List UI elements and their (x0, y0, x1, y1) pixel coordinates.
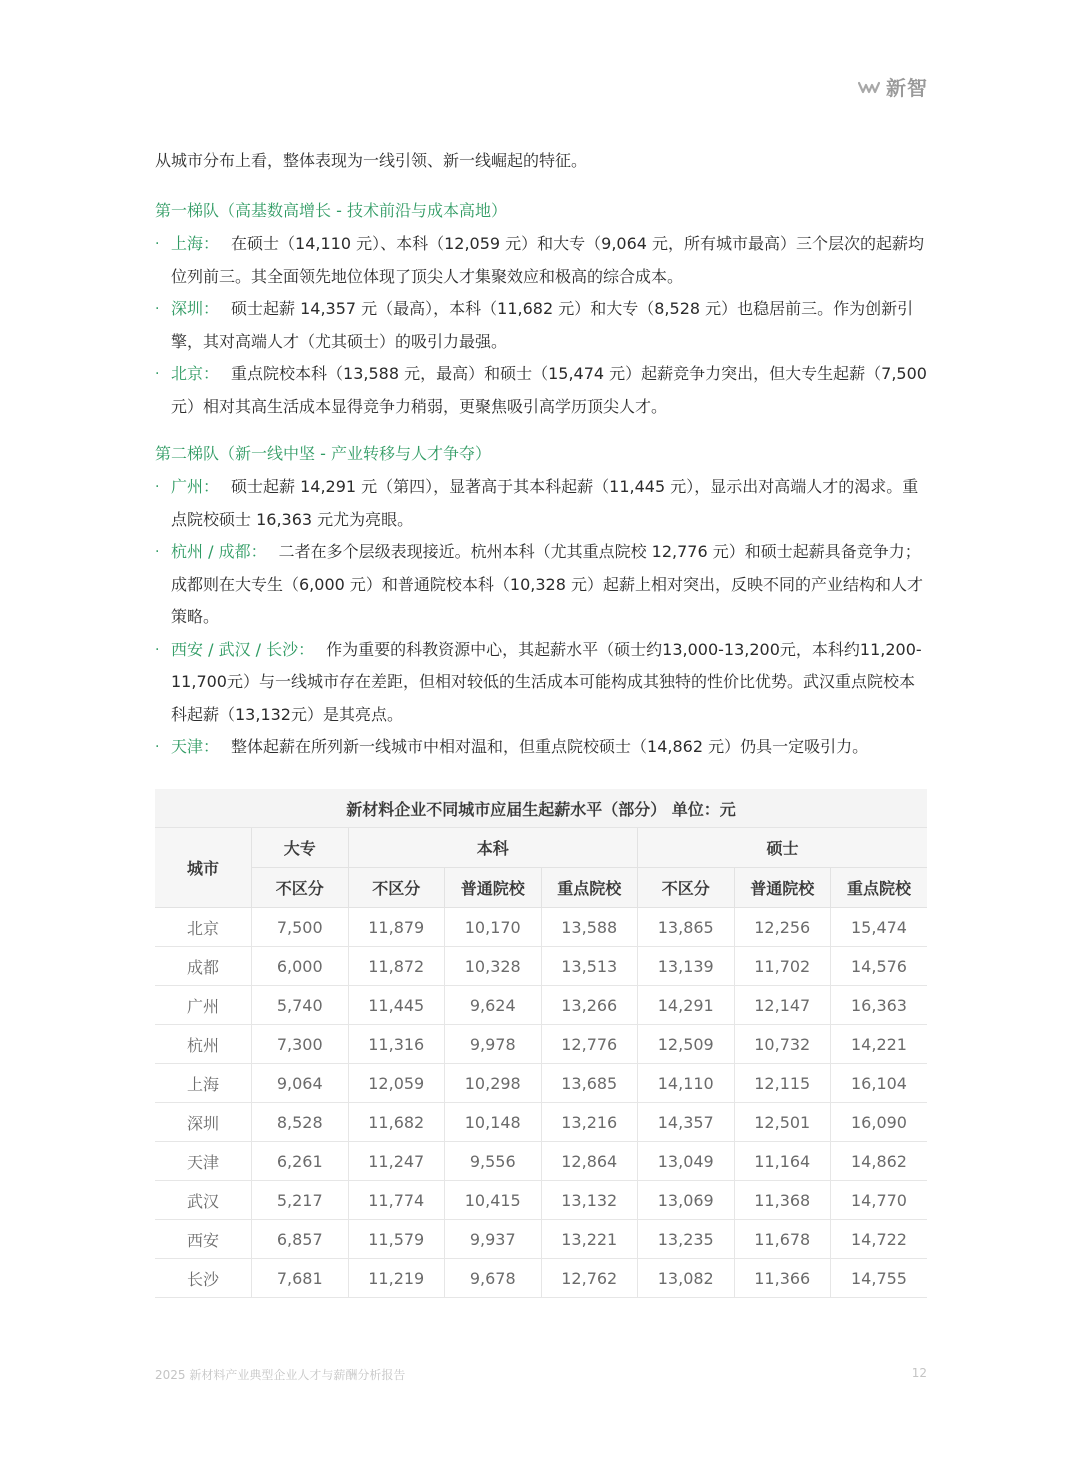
table-row (155, 908, 927, 947)
salary-cell: 16,090 (831, 1103, 928, 1142)
group-header-bachelor: 本科 (348, 828, 638, 868)
salary-cell: 15,474 (831, 908, 928, 947)
salary-cell: 10,170 (445, 908, 542, 947)
city-cell: 上海 (155, 1064, 252, 1103)
city-label: 西安 / 武汉 / 长沙： (171, 639, 315, 659)
salary-cell: 10,148 (445, 1103, 542, 1142)
tier1-section (155, 196, 927, 423)
city-cell: 天津 (155, 1142, 252, 1181)
bullet-dot: · (155, 641, 160, 658)
item-text: 作为重要的科教资源中心，其起薪水平（硕士约13,000-13,200元，本科约11,200-11,700元）与一线城市存在差距，但相对较低的生活成本可能构成其独特的性价比优势。武汉重点院校本科起薪（13,132元）是其亮点。 (171, 639, 922, 724)
salary-cell: 7,500 (252, 908, 349, 947)
salary-cell: 14,291 (638, 986, 735, 1025)
salary-cell: 12,501 (734, 1103, 831, 1142)
bullet-dot: · (155, 544, 160, 560)
list-item (155, 471, 927, 536)
city-cell: 武汉 (155, 1181, 252, 1220)
table-row (155, 1220, 927, 1259)
salary-cell: 7,681 (252, 1259, 349, 1298)
salary-cell: 11,247 (348, 1142, 445, 1181)
table-row (155, 1142, 927, 1181)
salary-cell: 14,770 (831, 1181, 928, 1220)
salary-cell: 11,164 (734, 1142, 831, 1181)
city-label: 天津： (171, 737, 220, 756)
salary-cell: 9,937 (445, 1220, 542, 1259)
salary-cell: 5,740 (252, 986, 349, 1025)
salary-cell: 12,059 (348, 1064, 445, 1103)
list-item (155, 634, 927, 732)
salary-cell: 11,219 (348, 1259, 445, 1298)
salary-cell: 16,363 (831, 986, 928, 1025)
subheader-cell: 重点院校 (541, 868, 638, 908)
salary-cell: 14,576 (831, 947, 928, 986)
salary-cell: 9,624 (445, 986, 542, 1025)
table-row (155, 1103, 927, 1142)
subheader-cell: 重点院校 (831, 868, 928, 908)
city-cell: 杭州 (155, 1025, 252, 1064)
salary-cell: 11,872 (348, 947, 445, 986)
table-body (155, 908, 927, 1298)
logo-icon (858, 79, 880, 95)
subheader-cell: 不区分 (348, 868, 445, 908)
bullet-dot: · (155, 479, 160, 495)
salary-table-container (155, 789, 927, 1298)
city-label: 深圳： (171, 299, 220, 318)
page-number: 12 (911, 1366, 927, 1380)
salary-cell: 14,110 (638, 1064, 735, 1103)
list-item (155, 731, 927, 764)
salary-cell: 11,879 (348, 908, 445, 947)
salary-cell: 12,256 (734, 908, 831, 947)
item-text: 二者在多个层级表现接近。杭州本科（尤其重点院校 12,776 元）和硕士起薪具备竞争力；成都则在大专生（6,000 元）和普通院校本科（10,328 元）起薪上相对突出，反映不同的产业结构和人才策略。 (171, 542, 923, 626)
brand-logo (858, 72, 928, 101)
salary-cell: 9,978 (445, 1025, 542, 1064)
tier2-title: 第二梯队（新一线中坚 - 产业转移与人才争夺） (155, 444, 491, 463)
table-row (155, 1259, 927, 1298)
salary-cell: 12,509 (638, 1025, 735, 1064)
subheader-cell: 不区分 (638, 868, 735, 908)
footer-report-title: 2025 新材料产业典型企业人才与薪酬分析报告 (155, 1368, 406, 1382)
table-row (155, 1025, 927, 1064)
salary-cell: 14,357 (638, 1103, 735, 1142)
salary-cell: 11,774 (348, 1181, 445, 1220)
salary-cell: 6,000 (252, 947, 349, 986)
table-row (155, 986, 927, 1025)
item-text: 硕士起薪 14,357 元（最高），本科（11,682 元）和大专（8,528 元）也稳居前三。作为创新引擎，其对高端人才（尤其硕士）的吸引力最强。 (171, 299, 914, 351)
city-cell: 深圳 (155, 1103, 252, 1142)
salary-cell: 12,776 (541, 1025, 638, 1064)
salary-cell: 12,864 (541, 1142, 638, 1181)
city-label: 上海： (171, 234, 220, 253)
salary-cell: 14,755 (831, 1259, 928, 1298)
salary-cell: 14,862 (831, 1142, 928, 1181)
salary-cell: 10,415 (445, 1181, 542, 1220)
salary-cell: 13,221 (541, 1220, 638, 1259)
tier1-title: 第一梯队（高基数高增长 - 技术前沿与成本高地） (155, 201, 507, 220)
salary-cell: 10,298 (445, 1064, 542, 1103)
city-label: 北京： (171, 364, 220, 383)
salary-cell: 13,513 (541, 947, 638, 986)
tier2-section (155, 439, 927, 764)
subheader-cell: 不区分 (252, 868, 349, 908)
bullet-dot: · (155, 236, 160, 252)
salary-cell: 14,221 (831, 1025, 928, 1064)
bullet-dot: · (155, 301, 160, 317)
item-text: 重点院校本科（13,588 元，最高）和硕士（15,474 元）起薪竞争力突出，但大专生起薪（7,500 元）相对其高生活成本显得竞争力稍弱，更聚焦吸引高学历顶尖人才。 (171, 364, 927, 416)
subheader-cell: 普通院校 (734, 868, 831, 908)
list-item (155, 536, 927, 634)
subheader-cell: 普通院校 (445, 868, 542, 908)
item-text: 硕士起薪 14,291 元（第四），显著高于其本科起薪（11,445 元），显示出对高端人才的渴求。重点院校硕士 16,363 元尤为亮眼。 (171, 477, 919, 529)
city-cell: 北京 (155, 908, 252, 947)
group-header-master: 硕士 (638, 828, 928, 868)
list-item (155, 228, 927, 293)
city-cell: 长沙 (155, 1259, 252, 1298)
intro-paragraph: 从城市分布上看，整体表现为一线引领、新一线崛起的特征。 (155, 151, 588, 170)
item-text: 整体起薪在所列新一线城市中相对温和，但重点院校硕士（14,862 元）仍具一定吸引力。 (231, 737, 869, 756)
city-cell: 西安 (155, 1220, 252, 1259)
article-body (155, 146, 927, 764)
salary-cell: 13,139 (638, 947, 735, 986)
salary-cell: 11,682 (348, 1103, 445, 1142)
table-caption: 新材料企业不同城市应届生起薪水平（部分） 单位：元 (155, 789, 927, 828)
salary-cell: 11,366 (734, 1259, 831, 1298)
salary-cell: 6,857 (252, 1220, 349, 1259)
city-label: 广州： (171, 477, 220, 496)
table-row (155, 1064, 927, 1103)
salary-cell: 10,732 (734, 1025, 831, 1064)
salary-cell: 13,132 (541, 1181, 638, 1220)
salary-cell: 11,368 (734, 1181, 831, 1220)
city-column-header: 城市 (155, 828, 252, 908)
salary-cell: 11,702 (734, 947, 831, 986)
salary-cell: 9,064 (252, 1064, 349, 1103)
salary-cell: 13,588 (541, 908, 638, 947)
salary-cell: 13,266 (541, 986, 638, 1025)
salary-table (155, 789, 927, 1298)
city-label: 杭州 / 成都： (171, 542, 267, 561)
list-item (155, 293, 927, 358)
logo-text: 新智 (886, 76, 928, 100)
city-cell: 广州 (155, 986, 252, 1025)
salary-cell: 10,328 (445, 947, 542, 986)
salary-cell: 13,685 (541, 1064, 638, 1103)
salary-cell: 16,104 (831, 1064, 928, 1103)
salary-cell: 12,762 (541, 1259, 638, 1298)
salary-cell: 11,445 (348, 986, 445, 1025)
salary-cell: 14,722 (831, 1220, 928, 1259)
salary-cell: 11,579 (348, 1220, 445, 1259)
salary-cell: 13,049 (638, 1142, 735, 1181)
salary-cell: 13,865 (638, 908, 735, 947)
bullet-dot: · (155, 366, 160, 382)
salary-cell: 13,216 (541, 1103, 638, 1142)
group-header-associate: 大专 (252, 828, 349, 868)
salary-cell: 9,556 (445, 1142, 542, 1181)
salary-cell: 9,678 (445, 1259, 542, 1298)
salary-cell: 13,069 (638, 1181, 735, 1220)
salary-cell: 5,217 (252, 1181, 349, 1220)
salary-cell: 6,261 (252, 1142, 349, 1181)
salary-cell: 7,300 (252, 1025, 349, 1064)
item-text: 在硕士（14,110 元）、本科（12,059 元）和大专（9,064 元，所有城市最高）三个层次的起薪均位列前三。其全面领先地位体现了顶尖人才集聚效应和极高的综合成本。 (171, 234, 925, 286)
salary-cell: 8,528 (252, 1103, 349, 1142)
salary-cell: 13,235 (638, 1220, 735, 1259)
table-row (155, 947, 927, 986)
list-item (155, 358, 927, 423)
table-row (155, 1181, 927, 1220)
salary-cell: 11,678 (734, 1220, 831, 1259)
salary-cell: 12,115 (734, 1064, 831, 1103)
page-footer (155, 1366, 927, 1383)
salary-cell: 13,082 (638, 1259, 735, 1298)
salary-cell: 12,147 (734, 986, 831, 1025)
city-cell: 成都 (155, 947, 252, 986)
salary-cell: 11,316 (348, 1025, 445, 1064)
bullet-dot: · (155, 739, 160, 755)
